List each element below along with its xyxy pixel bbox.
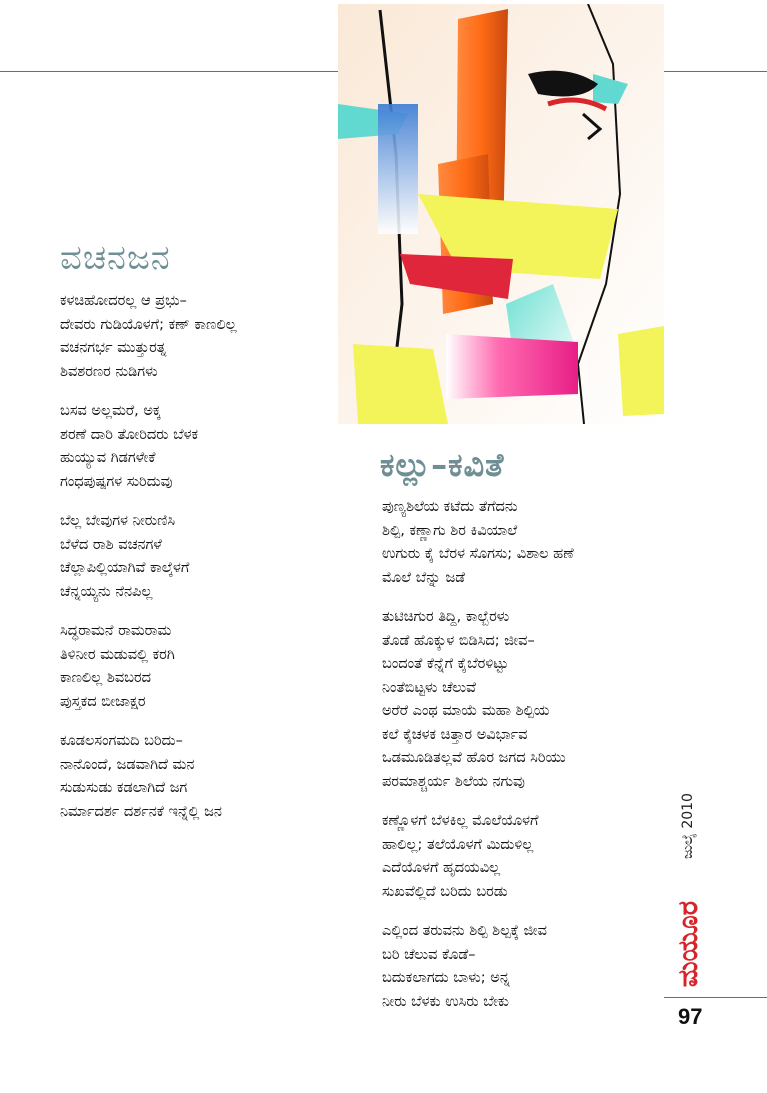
poem-line: ತಿಳಿನೀರ ಮಡುವಲ್ಲಿ ಕರಗಿ	[60, 646, 175, 663]
stanza	[382, 496, 574, 590]
poem-line: ಚೆನ್ನಯ್ಯನು ನೆನಪಿಲ್ಲ	[60, 583, 153, 600]
poem-line: ಶಿಲ್ಪಿ, ಕಣ್ಣಾಗು ಶಿರ ಕಿವಿಯಾಲೆ	[382, 522, 518, 539]
poem-line: ನೀರು ಬೆಳಕು ಉಸಿರು ಬೇಕು	[382, 993, 510, 1010]
poem-line: ಸಿದ್ಧರಾಮನೆ ರಾಮರಾಮ	[60, 623, 172, 639]
poem-line: ಪುಣ್ಯಶಿಲೆಯ ಕಟೆದು ತೆಗೆದನು	[382, 499, 518, 515]
poem-line: ಕಲೆ ಕೈಚಳಕ ಚಿತ್ತಾರ ಅವಿರ್ಭಾವ	[382, 726, 528, 743]
stanza	[60, 620, 237, 714]
poem-line: ಕೂಡಲಸಂಗಮದಿ ಬರಿದು–	[60, 733, 183, 749]
poem-line: ಬೆಲ್ಲ ಬೇವುಗಳ ನೀರುಣಿಸಿ	[60, 513, 176, 529]
stanza	[382, 920, 574, 1014]
stanza	[60, 510, 237, 604]
poem-title-kallu-kavite: ಕಲ್ಲು–ಕವಿತೆ	[380, 446, 505, 484]
poem-line: ಬೆಳೆದ ರಾಶಿ ವಚನಗಳೆ	[60, 536, 162, 553]
poem-line: ಬರಿ ಚೆಲುವ ಕೊಡೆ–	[382, 946, 476, 963]
poem-line: ವಚನಗರ್ಭ ಮುತ್ತುರತ್ನ	[60, 340, 167, 356]
magazine-masthead: ಮಯೂರ	[673, 900, 704, 988]
poem-line: ಕಣ್ಣೊಳಗೆ ಬೆಳಕಿಲ್ಲ ಮೊಲೆಯೊಳಗೆ	[382, 813, 539, 829]
stanza	[60, 400, 237, 494]
poem-line: ಸುಡುಸುಡು ಕಡಲಾಗಿದೆ ಜಗ	[60, 780, 188, 796]
abstract-face-illustration	[338, 4, 664, 424]
top-rule-left	[0, 71, 338, 72]
poem-line: ದೇವರು ಗುಡಿಯೊಳಗೆ; ಕಣ್ ಕಾಣಲಿಲ್ಲ	[60, 316, 237, 333]
poem-line: ಅರೆರೆ ಎಂಥ ಮಾಯೆ ಮಹಾ ಶಿಲ್ಪಿಯ	[382, 703, 550, 719]
poem-line: ಪುಸ್ತಕದ ಬೀಜಾಕ್ಷರ	[60, 693, 146, 710]
poem-line: ಚೆಲ್ಲಾಪಿಲ್ಲಿಯಾಗಿವೆ ಕಾಲ್ಕೆಳಗೆ	[60, 560, 190, 576]
poem-line: ನಿಂತೆಬಿಟ್ಟಳು ಚೆಲುವೆ	[382, 679, 477, 696]
poem-line: ಉಗುರು ಕೈ ಬೆರಳ ಸೊಗಸು; ವಿಶಾಲ ಹಣೆ	[382, 546, 574, 562]
poem-line: ಹುಯ್ಯುವ ಗಿಡಗಳೇಕೆ	[60, 450, 156, 466]
poem-line: ಸುಖವೆಲ್ಲಿದೆ ಬರಿದು ಬರಡು	[382, 883, 508, 900]
stanza	[382, 810, 574, 904]
poem-title-vachanajana: ವಚನಜನ	[60, 238, 171, 278]
poem-line: ಕಾಣಲಿಲ್ಲ ಶಿವಬರದ	[60, 670, 151, 686]
poem-line: ಕಳಚಿಹೋದರಲ್ಲ ಆ ಪ್ರಭು–	[60, 293, 187, 309]
stanza	[60, 290, 237, 384]
stanza	[382, 606, 574, 794]
page-number: 97	[678, 1004, 703, 1029]
poem-line: ಎದೆಯೊಳಗೆ ಹೃದಯವಿಲ್ಲ	[382, 860, 501, 876]
poem-line: ಎಲ್ಲಿಂದ ತರುವನು ಶಿಲ್ಪಿ ಶಿಲ್ಪಕ್ಕೆ ಜೀವ	[382, 923, 547, 939]
poem-line: ನಿರ್ಮಾದರ್ಶ ದರ್ಶನಕೆ ಇನ್ನೆಲ್ಲಿ ಜನ	[60, 803, 222, 820]
top-rule-right	[664, 71, 767, 72]
issue-date: ಜುಲೈ 2010	[680, 793, 696, 859]
poem-line: ತೊಡೆ ಹೊಕ್ಕುಳ ಬಿಡಿಸಿದ; ಜೀವ–	[382, 632, 535, 649]
poem-line: ಪರಮಾಶ್ಚರ್ಯ ಶಿಲೆಯ ನಗುವು	[382, 773, 525, 790]
poem-line: ಬಂದಂತೆ ಕೆನ್ನೆಗೆ ಕೈಬೆರಳಿಟ್ಟು	[382, 656, 509, 672]
folio-rule	[664, 997, 767, 998]
poem-line: ಒಡಮೂಡಿತಲ್ಲವೆ ಹೊರ ಜಗದ ಸಿರಿಯು	[382, 750, 566, 766]
stanza	[60, 730, 237, 824]
poem-line: ಮೊಲೆ ಬೆನ್ನು ಜಡೆ	[382, 569, 466, 586]
poem-line: ನಾನೊಂದೆ, ಜಡವಾಗಿದೆ ಮನ	[60, 756, 195, 773]
poem-line: ಶರಣೆ ದಾರಿ ತೋರಿದರು ಬೆಳಕ	[60, 426, 199, 443]
poem-body-kallu-kavite	[382, 496, 574, 1030]
poem-body-vachanajana	[60, 290, 237, 840]
poem-line: ತುಟಿಚಿಗುರ ತಿದ್ದಿ, ಕಾಲ್ಬೆರಳು	[382, 609, 510, 625]
poem-line: ಬದುಕಲಾಗದು ಬಾಳು; ಅನ್ನ	[382, 970, 510, 986]
poem-line: ಶಿವಶರಣರ ನುಡಿಗಳು	[60, 363, 158, 380]
poem-line: ಬಸವ ಅಲ್ಲಮರೆ, ಅಕ್ಕ	[60, 403, 161, 419]
poem-line: ಗಂಧಪುಷ್ಪಗಳ ಸುರಿದುವು	[60, 473, 173, 490]
poem-line: ಹಾಲಿಲ್ಲ; ತಲೆಯೊಳಗೆ ಮಿದುಳಿಲ್ಲ	[382, 836, 534, 853]
